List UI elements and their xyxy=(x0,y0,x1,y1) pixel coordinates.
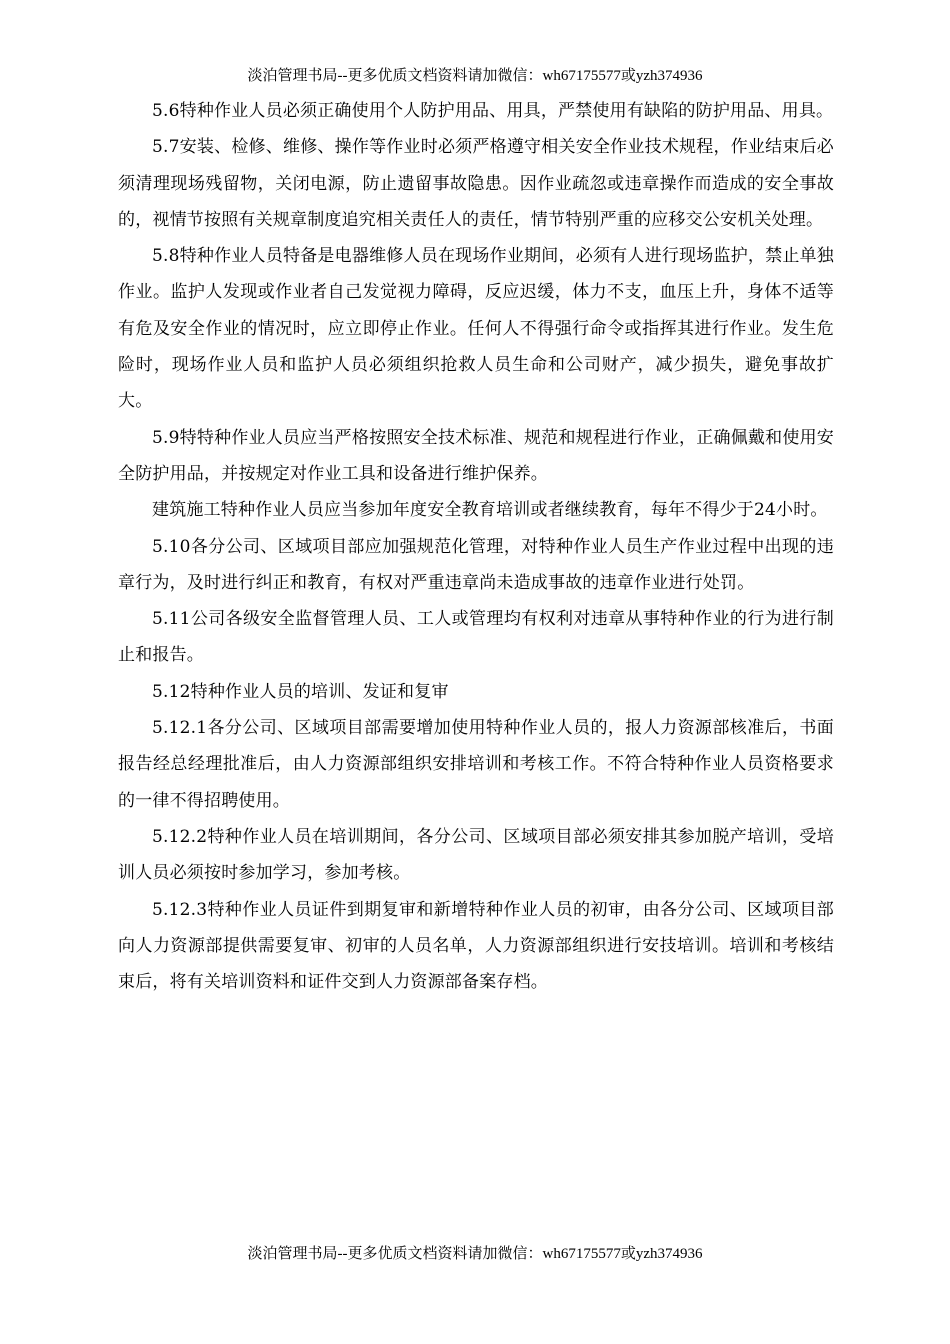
paragraph-5-12: 5.12特种作业人员的培训、发证和复审 xyxy=(152,681,449,702)
paragraph-5-8: 5.8特种作业人员特备是电器维修人员在现场作业期间，必须有人进行现场监护，禁止单独作业。监护人发现或作业者自己发觉视力障碍，反应迟缓，体力不支，血压上升，身体不适等有危及安全作业的情况时，应立即停止作业。任何人不得强行命令或指挥其进行作业。发生危险时，现场作业人员和监护人员必须组织抢救人员生命和公司财产，减少损失，避免事故扩大。 xyxy=(118,246,834,412)
paragraph-5-12-1: 5.12.1各分公司、区域项目部需要增加使用特种作业人员的，报人力资源部核准后，书面报告经总经理批准后，由人力资源部组织安排培训和考核工作。不符合特种作业人员资格要求的一律不得招聘使用。 xyxy=(118,718,834,811)
paragraph-5-11: 5.11公司各级安全监督管理人员、工人或管理均有权利对违章从事特种作业的行为进行制止和报告。 xyxy=(118,609,834,666)
paragraph-training-hours: 建筑施工特种作业人员应当参加年度安全教育培训或者继续教育，每年不得少于24小时。 xyxy=(152,500,828,521)
page-header: 淡泊管理书局--更多优质文档资料请加微信：wh67175577或yzh374936 xyxy=(247,68,703,84)
page-footer: 淡泊管理书局--更多优质文档资料请加微信：wh67175577或yzh374936 xyxy=(247,1246,703,1262)
paragraph-5-12-2: 5.12.2特种作业人员在培训期间，各分公司、区域项目部必须安排其参加脱产培训，受培训人员必须按时参加学习，参加考核。 xyxy=(118,826,834,884)
paragraph-5-7: 5.7安装、检修、维修、操作等作业时必须严格遵守相关安全作业技术规程，作业结束后必须清理现场残留物，关闭电源，防止遗留事故隐患。因作业疏忽或违章操作而造成的安全事故的，视情节按照有关规章制度追究相关责任人的责任，情节特别严重的应移交公安机关处理。 xyxy=(118,137,834,230)
paragraph-5-9: 5.9特特种作业人员应当严格按照安全技术标准、规范和规程进行作业，正确佩戴和使用安全防护用品，并按规定对作业工具和设备进行维护保养。 xyxy=(118,427,834,484)
paragraph-5-10: 5.10各分公司、区域项目部应加强规范化管理，对特种作业人员生产作业过程中出现的违章行为，及时进行纠正和教育，有权对严重违章尚未造成事故的违章作业进行处罚。 xyxy=(118,536,834,593)
paragraph-5-6: 5.6特种作业人员必须正确使用个人防护用品、用具，严禁使用有缺陷的防护用品、用具。 xyxy=(152,101,834,121)
document-body xyxy=(118,93,834,1000)
paragraph-5-12-3: 5.12.3特种作业人员证件到期复审和新增特种作业人员的初审，由各分公司、区域项目部向人力资源部提供需要复审、初审的人员名单，人力资源部组织进行安技培训。培训和考核结束后，将有关培训资料和证件交到人力资源部备案存档。 xyxy=(118,899,834,993)
